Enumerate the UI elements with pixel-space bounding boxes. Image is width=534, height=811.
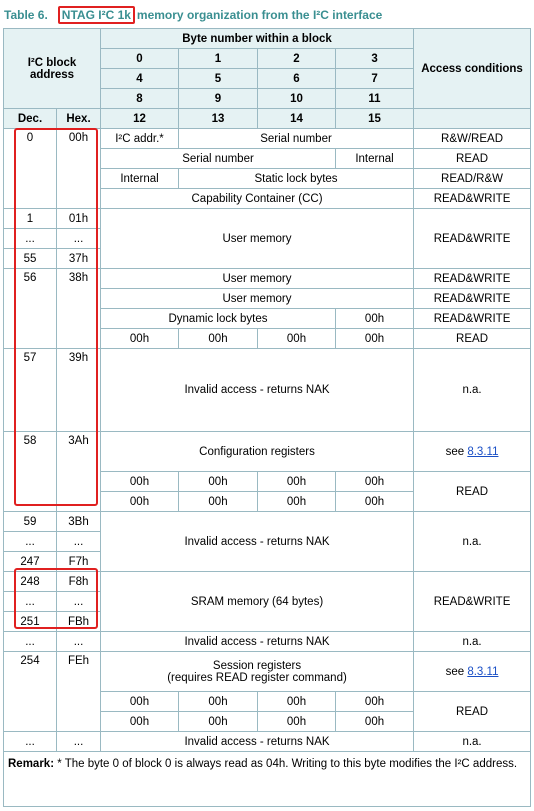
access-cell: n.a. bbox=[414, 632, 531, 652]
dec-cell: ... bbox=[4, 532, 57, 552]
byte-number: 14 bbox=[258, 109, 336, 129]
byte-number: 5 bbox=[179, 69, 258, 89]
configuration-registers-cell: Configuration registers bbox=[101, 432, 414, 472]
dec-cell: ... bbox=[4, 732, 57, 752]
byte-number-header: Byte number within a block bbox=[101, 29, 414, 49]
memory-organization-table bbox=[3, 28, 531, 807]
access-cell: READ bbox=[414, 692, 531, 732]
byte-value-cell: 00h bbox=[258, 329, 336, 349]
remark-label: Remark: bbox=[8, 758, 55, 770]
access-cell: READ&WRITE bbox=[414, 269, 531, 289]
user-memory-cell: User memory bbox=[101, 269, 414, 289]
hex-cell: F8h bbox=[57, 572, 101, 592]
byte-number: 1 bbox=[179, 49, 258, 69]
dec-cell: 58 bbox=[4, 432, 57, 512]
byte-value-cell: 00h bbox=[258, 492, 336, 512]
session-registers-cell bbox=[101, 652, 414, 692]
section-link[interactable]: 8.3.11 bbox=[467, 665, 499, 678]
dec-cell: 0 bbox=[4, 129, 57, 209]
table-row bbox=[4, 632, 531, 652]
byte-number: 12 bbox=[101, 109, 179, 129]
byte-value-cell: 00h bbox=[336, 329, 414, 349]
byte-value-cell: 00h bbox=[179, 692, 258, 712]
section-link[interactable]: 8.3.11 bbox=[467, 445, 499, 458]
access-cell: n.a. bbox=[414, 732, 531, 752]
dec-cell: ... bbox=[4, 592, 57, 612]
sram-memory-cell: SRAM memory (64 bytes) bbox=[101, 572, 414, 632]
remark-cell bbox=[4, 752, 531, 807]
byte-number: 6 bbox=[258, 69, 336, 89]
byte-number: 2 bbox=[258, 49, 336, 69]
static-lock-cell: Static lock bytes bbox=[179, 169, 414, 189]
table-row bbox=[4, 652, 531, 692]
see-label: see bbox=[445, 665, 465, 678]
hex-cell: 37h bbox=[57, 249, 101, 269]
hex-cell: 3Bh bbox=[57, 512, 101, 532]
hex-cell: ... bbox=[57, 532, 101, 552]
access-cell: READ bbox=[414, 149, 531, 169]
dec-cell: 247 bbox=[4, 552, 57, 572]
byte-value-cell: 00h bbox=[179, 712, 258, 732]
byte-value-cell: 00h bbox=[179, 472, 258, 492]
byte-number: 0 bbox=[101, 49, 179, 69]
dec-cell: ... bbox=[4, 229, 57, 249]
hex-cell: FEh bbox=[57, 652, 101, 732]
i2c-addr-cell: I²C addr.* bbox=[101, 129, 179, 149]
byte-number: 3 bbox=[336, 49, 414, 69]
access-cell bbox=[414, 432, 531, 472]
invalid-access-cell: Invalid access - returns NAK bbox=[101, 732, 414, 752]
access-cell: READ&WRITE bbox=[414, 189, 531, 209]
table-row bbox=[4, 269, 531, 289]
hex-cell: FBh bbox=[57, 612, 101, 632]
remark-text: * The byte 0 of block 0 is always read as 04h. Writing to this byte modifies the I²C address. bbox=[57, 758, 518, 770]
access-cell: n.a. bbox=[414, 512, 531, 572]
access-cell: READ bbox=[414, 329, 531, 349]
table-row bbox=[4, 732, 531, 752]
byte-number: 15 bbox=[336, 109, 414, 129]
hex-cell: 38h bbox=[57, 269, 101, 349]
hex-cell: 00h bbox=[57, 129, 101, 209]
dec-cell: 1 bbox=[4, 209, 57, 229]
dec-cell: 56 bbox=[4, 269, 57, 349]
dec-cell: 251 bbox=[4, 612, 57, 632]
hex-cell: 3Ah bbox=[57, 432, 101, 512]
dec-cell: 254 bbox=[4, 652, 57, 732]
user-memory-cell: User memory bbox=[101, 289, 414, 309]
access-cell: READ&WRITE bbox=[414, 209, 531, 269]
table-title-highlighted: NTAG I²C 1k bbox=[58, 6, 135, 24]
access-cell: READ bbox=[414, 472, 531, 512]
access-cell: R&W/READ bbox=[414, 129, 531, 149]
capability-container-cell: Capability Container (CC) bbox=[101, 189, 414, 209]
dynamic-lock-cell: Dynamic lock bytes bbox=[101, 309, 336, 329]
byte-value-cell: 00h bbox=[336, 309, 414, 329]
access-cell: READ&WRITE bbox=[414, 289, 531, 309]
byte-value-cell: 00h bbox=[101, 329, 179, 349]
table-title: memory organization from the I²C interface bbox=[136, 8, 383, 22]
byte-value-cell: 00h bbox=[336, 712, 414, 732]
byte-value-cell: 00h bbox=[258, 472, 336, 492]
byte-value-cell: 00h bbox=[101, 472, 179, 492]
byte-number: 10 bbox=[258, 89, 336, 109]
table-row bbox=[4, 512, 531, 532]
table-row bbox=[4, 349, 531, 432]
byte-value-cell: 00h bbox=[101, 712, 179, 732]
session-registers-title: Session registers bbox=[212, 659, 302, 672]
hex-cell: 39h bbox=[57, 349, 101, 432]
access-spacer bbox=[414, 109, 531, 129]
byte-value-cell: 00h bbox=[179, 329, 258, 349]
byte-value-cell: 00h bbox=[101, 692, 179, 712]
header-row bbox=[4, 29, 531, 49]
invalid-access-cell: Invalid access - returns NAK bbox=[101, 512, 414, 572]
block-address-header: I²C block address bbox=[4, 29, 101, 109]
dec-cell: 55 bbox=[4, 249, 57, 269]
dec-header: Dec. bbox=[4, 109, 57, 129]
hex-header: Hex. bbox=[57, 109, 101, 129]
serial-number-cell: Serial number bbox=[101, 149, 336, 169]
header-row bbox=[4, 109, 531, 129]
dec-cell: 248 bbox=[4, 572, 57, 592]
table-caption bbox=[4, 6, 382, 24]
byte-value-cell: 00h bbox=[101, 492, 179, 512]
invalid-access-cell: Invalid access - returns NAK bbox=[101, 632, 414, 652]
table-row bbox=[4, 209, 531, 229]
table-number: Table 6. bbox=[4, 8, 48, 22]
byte-value-cell: 00h bbox=[336, 492, 414, 512]
internal-cell: Internal bbox=[101, 169, 179, 189]
table-row bbox=[4, 432, 531, 472]
byte-value-cell: 00h bbox=[258, 692, 336, 712]
access-cell: READ&WRITE bbox=[414, 572, 531, 632]
see-label: see bbox=[445, 445, 465, 458]
byte-value-cell: 00h bbox=[258, 712, 336, 732]
internal-cell: Internal bbox=[336, 149, 414, 169]
byte-number: 4 bbox=[101, 69, 179, 89]
hex-cell: 01h bbox=[57, 209, 101, 229]
access-cell: READ&WRITE bbox=[414, 309, 531, 329]
byte-number: 8 bbox=[101, 89, 179, 109]
byte-value-cell: 00h bbox=[336, 472, 414, 492]
serial-number-cell: Serial number bbox=[179, 129, 414, 149]
hex-cell: ... bbox=[57, 632, 101, 652]
hex-cell: ... bbox=[57, 592, 101, 612]
table-row bbox=[4, 572, 531, 592]
byte-number: 9 bbox=[179, 89, 258, 109]
byte-value-cell: 00h bbox=[336, 692, 414, 712]
remark-row bbox=[4, 752, 531, 807]
byte-number: 7 bbox=[336, 69, 414, 89]
byte-number: 13 bbox=[179, 109, 258, 129]
user-memory-cell: User memory bbox=[101, 209, 414, 269]
access-cell bbox=[414, 652, 531, 692]
session-registers-note: (requires READ register command) bbox=[167, 671, 347, 684]
invalid-access-cell: Invalid access - returns NAK bbox=[101, 349, 414, 432]
byte-number: 11 bbox=[336, 89, 414, 109]
hex-cell: ... bbox=[57, 229, 101, 249]
byte-value-cell: 00h bbox=[179, 492, 258, 512]
access-cell: READ/R&W bbox=[414, 169, 531, 189]
hex-cell: ... bbox=[57, 732, 101, 752]
dec-cell: 57 bbox=[4, 349, 57, 432]
access-header: Access conditions bbox=[414, 29, 531, 109]
dec-cell: 59 bbox=[4, 512, 57, 532]
table-row bbox=[4, 129, 531, 149]
access-cell: n.a. bbox=[414, 349, 531, 432]
dec-cell: ... bbox=[4, 632, 57, 652]
hex-cell: F7h bbox=[57, 552, 101, 572]
